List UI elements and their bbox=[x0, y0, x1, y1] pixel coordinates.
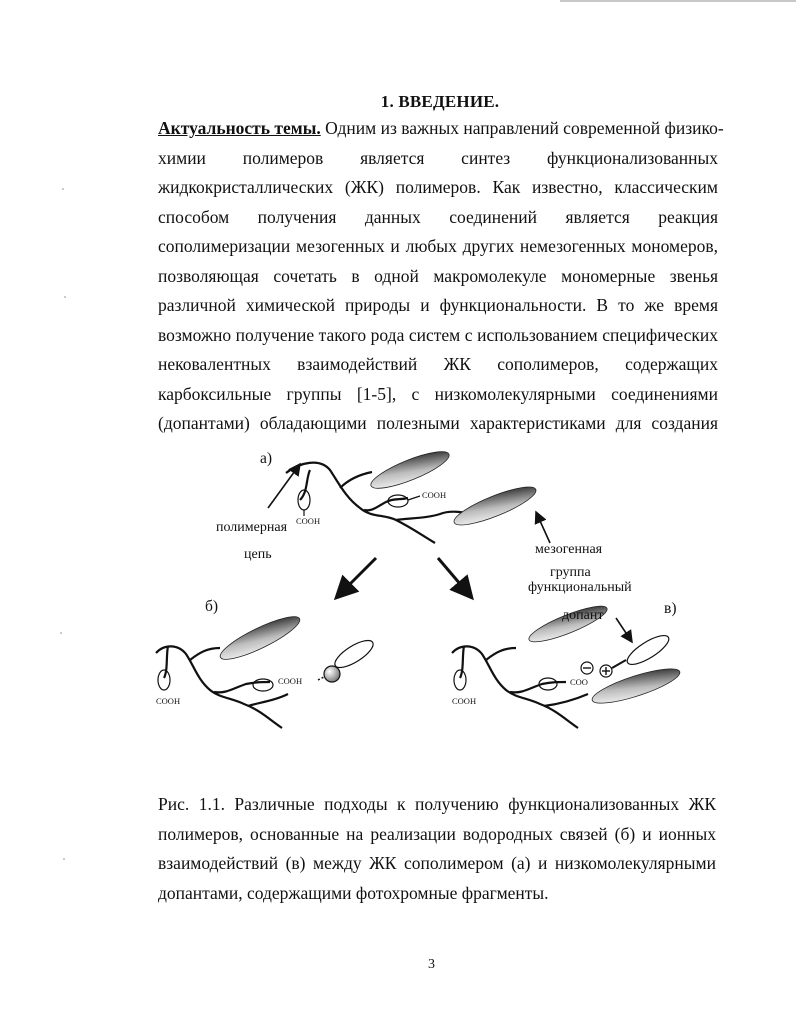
arrow-functional-dopant bbox=[616, 618, 632, 642]
text-line: различной химической природы и функциональности. В то же время bbox=[158, 295, 718, 315]
scan-speck bbox=[60, 632, 62, 634]
text-line: сополимеризации мезогенных и любых других немезогенных мономеров, bbox=[158, 236, 718, 256]
panel-label-b: б) bbox=[205, 598, 219, 615]
text-line: химии полимеров является синтез функционализованных bbox=[158, 147, 718, 168]
panel-label-v: в) bbox=[664, 600, 677, 617]
mesogen-b bbox=[216, 610, 304, 667]
mesogen-a1 bbox=[367, 448, 452, 495]
cooh-label: COOH bbox=[296, 516, 321, 526]
arrow-to-b bbox=[336, 558, 376, 598]
label-polymer-chain: полимерная bbox=[216, 520, 288, 535]
cooh-label: COOH bbox=[452, 696, 477, 706]
relevance-lead: Актуальность темы. bbox=[158, 118, 321, 138]
text-line: способом получения данных соединений является реакция bbox=[158, 206, 718, 227]
panel-label-a: а) bbox=[260, 450, 273, 467]
dopant-b bbox=[324, 666, 340, 682]
cooh-label: COOH bbox=[278, 676, 303, 686]
dopant-v bbox=[623, 630, 672, 669]
label-functional-dopant-2: допант bbox=[562, 608, 604, 623]
label-functional-dopant: функциональный bbox=[528, 580, 632, 595]
top-edge-rule bbox=[560, 0, 796, 2]
caption-line: допантами, содержащими фотохромные фрагменты. bbox=[158, 882, 549, 903]
label-mesogenic-group: мезогенная bbox=[535, 542, 603, 557]
section-heading: 1. ВВЕДЕНИЕ. bbox=[380, 92, 500, 111]
mesogen-a2 bbox=[450, 480, 539, 532]
text-line: карбоксильные группы [1-5], с низкомолекулярными соединениями bbox=[158, 383, 718, 404]
text-line: возможно получение такого рода систем с использованием специфических bbox=[158, 324, 718, 345]
text-line: Актуальность темы. Одним из важных направлений современной физико- bbox=[158, 118, 724, 138]
arrow-to-v bbox=[438, 558, 472, 598]
coo-label: COO bbox=[570, 677, 588, 687]
text-line: (допантами) обладающими полезными характеристиками для создания bbox=[158, 413, 718, 433]
text-line: позволяющая сочетать в одной макромолекуле мономерные звенья bbox=[158, 265, 718, 286]
caption-line: взаимодействий (в) между ЖК сополимером (а) и низкомолекулярными bbox=[158, 853, 716, 873]
intro-paragraph bbox=[158, 114, 724, 439]
arrow-polymer-chain bbox=[268, 464, 300, 508]
polymer-v bbox=[452, 646, 588, 728]
text-line: нековалентных взаимодействий ЖК сополимеров, содержащих bbox=[158, 354, 718, 374]
scan-speck bbox=[64, 296, 66, 298]
cooh-label: COOH bbox=[156, 696, 181, 706]
scan-speck bbox=[63, 858, 65, 860]
cooh-label: COOH bbox=[422, 490, 447, 500]
scan-speck bbox=[62, 188, 64, 190]
page-number: 3 bbox=[428, 957, 435, 972]
label-mesogenic-group-2: группа bbox=[550, 565, 591, 580]
text-line: жидкокристаллических (ЖК) полимеров. Как известно, классическим bbox=[158, 177, 718, 197]
caption-line: Рис. 1.1. Различные подходы к получению функционализованных ЖК bbox=[158, 794, 716, 814]
label-polymer-chain-2: цепь bbox=[244, 547, 272, 562]
arrow-mesogenic-group bbox=[536, 512, 550, 543]
caption-line: полимеров, основанные на реализации водородных связей (б) и ионных bbox=[158, 823, 716, 844]
figure-caption bbox=[158, 790, 716, 908]
figure-1-1 bbox=[150, 448, 710, 738]
